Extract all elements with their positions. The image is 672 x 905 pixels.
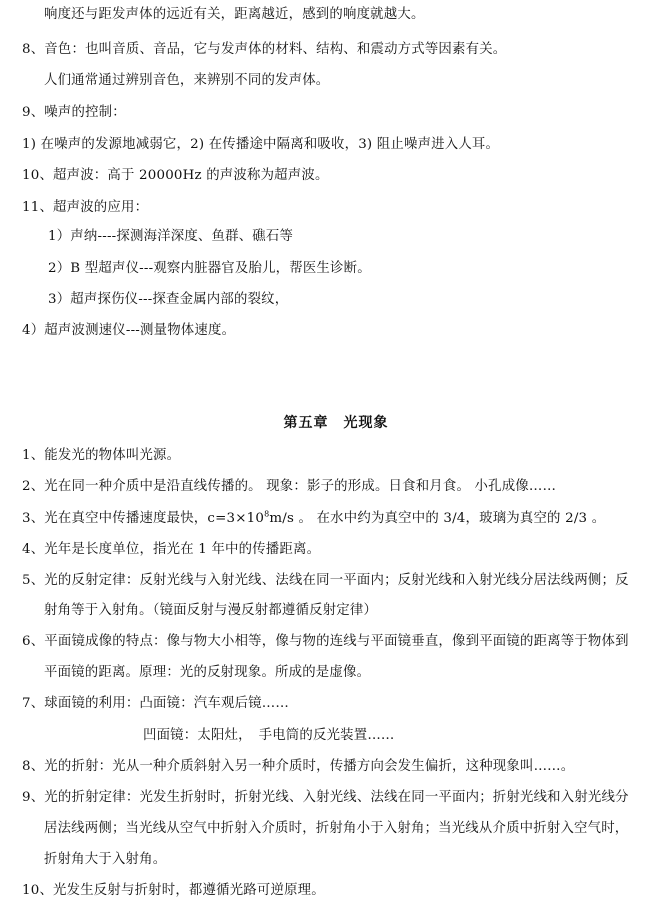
item-9-noise-control: 9、噪声的控制： bbox=[22, 105, 126, 120]
ch5-item-2: 2、光在同一种介质中是沿直线传播的。 现象：影子的形成。日食和月食。 小孔成像…… bbox=[22, 479, 557, 494]
ch5-item-9-line3: 折射角大于入射角。 bbox=[44, 852, 167, 867]
ch5-item-9-line2: 居法线两侧；当光线从空气中折射入介质时，折射角小于入射角；当光线从介质中折射入空气时， bbox=[44, 821, 629, 836]
ch5-item-5-line1: 5、光的反射定律：反射光线与入射光线、法线在同一平面内；反射光线和入射光线分居法线两侧；反 bbox=[22, 573, 629, 588]
chapter-title: 第五章 光现象 bbox=[283, 415, 389, 431]
app-item-b-ultrasound: 2）B 型超声仪---观察内脏器官及胎儿，帮医生诊断。 bbox=[48, 261, 371, 276]
ch5-item-7-line2: 凹面镜：太阳灶， 手电筒的反光装置…… bbox=[143, 728, 395, 743]
ch5-item-6-line2: 平面镜的距离。原理：光的反射现象。所成的是虚像。 bbox=[44, 665, 371, 680]
item-10-ultrasound: 10、超声波：高于 20000Hz 的声波称为超声波。 bbox=[22, 168, 329, 183]
item-8-timbre: 8、音色：也叫音质、音品，它与发声体的材料、结构、和震动方式等因素有关。 bbox=[22, 42, 507, 57]
item-9-detail: 1) 在噪声的发源地减弱它，2) 在传播途中隔离和吸收，3) 阻止噪声进入人耳。 bbox=[22, 137, 500, 152]
ch5-item-5-line2: 射角等于入射角。（镜面反射与漫反射都遵循反射定律） bbox=[44, 603, 378, 618]
ch5-item-7-line1: 7、球面镜的利用：凸面镜：汽车观后镜…… bbox=[22, 696, 289, 711]
ch5-item-1: 1、能发光的物体叫光源。 bbox=[22, 448, 181, 463]
item-11-ultrasound-apps: 11、超声波的应用： bbox=[22, 200, 149, 215]
ch5-item-8: 8、光的折射：光从一种介质斜射入另一种介质时，传播方向会发生偏折，这种现象叫……。 bbox=[22, 759, 575, 774]
ch5-item-10: 10、光发生反射与折射时，都遵循光路可逆原理。 bbox=[22, 883, 325, 898]
ch5-item-3-pre: 3、光在真空中传播速度最快，c=3×10 bbox=[22, 511, 265, 526]
ch5-item-6-line1: 6、平面镜成像的特点：像与物大小相等，像与物的连线与平面镜垂直，像到平面镜的距离等于物体到 bbox=[22, 634, 629, 649]
app-item-sonar: 1）声纳----探测海洋深度、鱼群、礁石等 bbox=[48, 229, 294, 244]
ch5-item-3-post: m/s 。 在水中约为真空中的 3/4，玻璃为真空的 2/3 。 bbox=[269, 511, 606, 526]
app-item-speed-meter: 4）超声波测速仪---测量物体速度。 bbox=[22, 323, 236, 338]
ch5-item-9-line1: 9、光的折射定律：光发生折射时，折射光线、入射光线、法线在同一平面内；折射光线和入射光线分 bbox=[22, 790, 629, 805]
item-8-continuation: 人们通常通过辨别音色，来辨别不同的发声体。 bbox=[44, 73, 330, 88]
app-item-flaw-detector: 3）超声探伤仪---探查金属内部的裂纹， bbox=[48, 292, 289, 307]
ch5-item-3 bbox=[22, 510, 605, 528]
ch5-item-3-exponent: 8 bbox=[264, 509, 270, 519]
loudness-distance-text: 响度还与距发声体的远近有关，距离越近，感到的响度就越大。 bbox=[44, 7, 425, 22]
ch5-item-4: 4、光年是长度单位，指光在 1 年中的传播距离。 bbox=[22, 542, 321, 557]
